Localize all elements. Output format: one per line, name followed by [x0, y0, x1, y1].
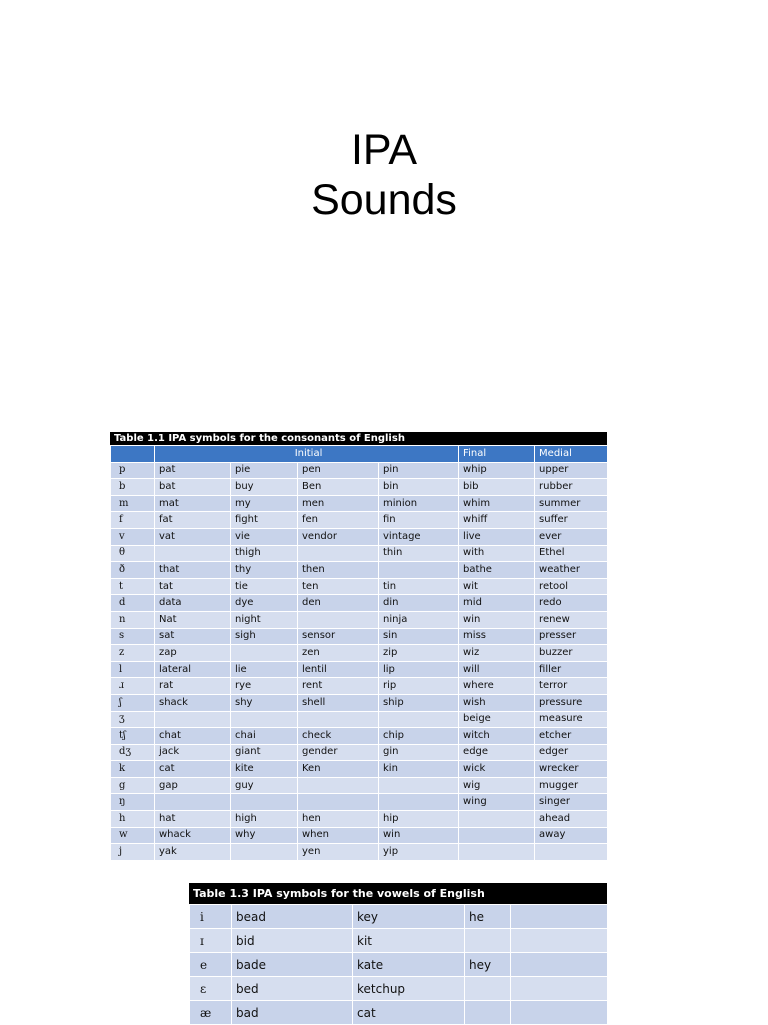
example-word: lateral [155, 661, 231, 678]
ipa-symbol: w [111, 827, 155, 844]
example-word: witch [459, 728, 535, 745]
consonants-header-row [111, 446, 608, 463]
example-word: ahead [535, 811, 608, 828]
table-row [111, 595, 608, 612]
example-word: jack [155, 744, 231, 761]
vowels-table-body [190, 905, 608, 1025]
example-word: kit [353, 929, 465, 953]
example-word: lentil [298, 661, 379, 678]
example-word: pen [298, 462, 379, 479]
slide-title-line-2: Sounds [311, 176, 457, 224]
ipa-symbol: l [111, 661, 155, 678]
example-word: fight [231, 512, 298, 529]
ipa-symbol: b [111, 479, 155, 496]
example-word: zap [155, 645, 231, 662]
table-row [111, 462, 608, 479]
ipa-symbol: i [190, 905, 232, 929]
example-word [511, 905, 608, 929]
ipa-symbol: dʒ [111, 744, 155, 761]
example-word: thigh [231, 545, 298, 562]
example-word: Nat [155, 611, 231, 628]
ipa-symbol: v [111, 528, 155, 545]
vowels-table [189, 883, 607, 1025]
example-word: cat [155, 761, 231, 778]
example-word: hat [155, 811, 231, 828]
example-word: suffer [535, 512, 608, 529]
table-row [111, 811, 608, 828]
table-row [111, 562, 608, 579]
header-final: Final [459, 446, 535, 463]
example-word: chat [155, 728, 231, 745]
example-word: hip [379, 811, 459, 828]
example-word: will [459, 661, 535, 678]
table-row [111, 678, 608, 695]
header-initial: Initial [155, 446, 459, 463]
example-word [231, 844, 298, 861]
example-word: dye [231, 595, 298, 612]
example-word: ketchup [353, 977, 465, 1001]
table-row [111, 794, 608, 811]
example-word: ever [535, 528, 608, 545]
ipa-symbol: ð [111, 562, 155, 579]
table-row [111, 844, 608, 861]
table-row [111, 728, 608, 745]
example-word: hey [465, 953, 511, 977]
table-row [111, 694, 608, 711]
example-word: redo [535, 595, 608, 612]
example-word: Ben [298, 479, 379, 496]
example-word: live [459, 528, 535, 545]
table-row [111, 495, 608, 512]
example-word: minion [379, 495, 459, 512]
example-word: he [465, 905, 511, 929]
example-word: singer [535, 794, 608, 811]
example-word: that [155, 562, 231, 579]
example-word: whim [459, 495, 535, 512]
example-word: bead [232, 905, 353, 929]
table-row [111, 777, 608, 794]
example-word: hen [298, 811, 379, 828]
example-word: bade [232, 953, 353, 977]
example-word: thy [231, 562, 298, 579]
header-medial: Medial [535, 446, 608, 463]
example-word: night [231, 611, 298, 628]
consonants-table [110, 432, 607, 861]
example-word: giant [231, 744, 298, 761]
example-word: shell [298, 694, 379, 711]
ipa-symbol: ɪ [190, 929, 232, 953]
ipa-symbol: p [111, 462, 155, 479]
example-word: pat [155, 462, 231, 479]
example-word: sat [155, 628, 231, 645]
table-row [111, 512, 608, 529]
ipa-symbol: n [111, 611, 155, 628]
example-word: sigh [231, 628, 298, 645]
table-row [190, 905, 608, 929]
example-word: whack [155, 827, 231, 844]
example-word [231, 794, 298, 811]
consonants-table-caption: Table 1.1 IPA symbols for the consonants of English [110, 432, 607, 445]
example-word: bat [155, 479, 231, 496]
example-word: ten [298, 578, 379, 595]
example-word: pie [231, 462, 298, 479]
example-word: key [353, 905, 465, 929]
ipa-symbol: h [111, 811, 155, 828]
example-word: vie [231, 528, 298, 545]
example-word: weather [535, 562, 608, 579]
example-word: men [298, 495, 379, 512]
example-word: tin [379, 578, 459, 595]
vowels-table-caption: Table 1.3 IPA symbols for the vowels of English [189, 883, 607, 904]
example-word: presser [535, 628, 608, 645]
ipa-symbol: e [190, 953, 232, 977]
example-word: ninja [379, 611, 459, 628]
ipa-symbol: j [111, 844, 155, 861]
example-word: miss [459, 628, 535, 645]
table-row [190, 1001, 608, 1025]
example-word: cat [353, 1001, 465, 1025]
example-word: wing [459, 794, 535, 811]
example-word [298, 545, 379, 562]
example-word: kate [353, 953, 465, 977]
example-word: rye [231, 678, 298, 695]
example-word: high [231, 811, 298, 828]
example-word: den [298, 595, 379, 612]
example-word: fat [155, 512, 231, 529]
example-word: renew [535, 611, 608, 628]
example-word: vat [155, 528, 231, 545]
table-row [190, 977, 608, 1001]
example-word: etcher [535, 728, 608, 745]
example-word [298, 794, 379, 811]
ipa-symbol: ʃ [111, 694, 155, 711]
example-word: tat [155, 578, 231, 595]
example-word [231, 711, 298, 728]
example-word: win [459, 611, 535, 628]
example-word: pressure [535, 694, 608, 711]
example-word: why [231, 827, 298, 844]
example-word: shack [155, 694, 231, 711]
example-word: lie [231, 661, 298, 678]
example-word [511, 929, 608, 953]
header-symbol [111, 446, 155, 463]
example-word: when [298, 827, 379, 844]
example-word: rubber [535, 479, 608, 496]
example-word [379, 562, 459, 579]
table-row [111, 528, 608, 545]
example-word [231, 645, 298, 662]
ipa-symbol: k [111, 761, 155, 778]
example-word: guy [231, 777, 298, 794]
example-word: mugger [535, 777, 608, 794]
example-word: bid [232, 929, 353, 953]
example-word: mat [155, 495, 231, 512]
example-word: yip [379, 844, 459, 861]
example-word: where [459, 678, 535, 695]
ipa-symbol: g [111, 777, 155, 794]
table-row [111, 661, 608, 678]
example-word: rip [379, 678, 459, 695]
example-word: edge [459, 744, 535, 761]
example-word: wit [459, 578, 535, 595]
example-word: zen [298, 645, 379, 662]
example-word: check [298, 728, 379, 745]
example-word: measure [535, 711, 608, 728]
example-word: bad [232, 1001, 353, 1025]
example-word: din [379, 595, 459, 612]
example-word: vintage [379, 528, 459, 545]
example-word: gin [379, 744, 459, 761]
example-word: sensor [298, 628, 379, 645]
example-word [511, 953, 608, 977]
example-word: terror [535, 678, 608, 695]
example-word: gender [298, 744, 379, 761]
ipa-symbol: m [111, 495, 155, 512]
table-row [111, 761, 608, 778]
example-word: thin [379, 545, 459, 562]
example-word: gap [155, 777, 231, 794]
example-word [155, 794, 231, 811]
ipa-symbol: ŋ [111, 794, 155, 811]
example-word: kin [379, 761, 459, 778]
table-row [111, 628, 608, 645]
ipa-symbol: t [111, 578, 155, 595]
example-word: bathe [459, 562, 535, 579]
example-word: wick [459, 761, 535, 778]
example-word [155, 545, 231, 562]
example-word [465, 1001, 511, 1025]
table-row [111, 744, 608, 761]
ipa-symbol: d [111, 595, 155, 612]
example-word [465, 977, 511, 1001]
example-word: Ken [298, 761, 379, 778]
example-word [298, 777, 379, 794]
example-word: bin [379, 479, 459, 496]
example-word: wiz [459, 645, 535, 662]
table-row [111, 827, 608, 844]
example-word: wig [459, 777, 535, 794]
ipa-symbol: z [111, 645, 155, 662]
example-word: mid [459, 595, 535, 612]
example-word: filler [535, 661, 608, 678]
example-word: upper [535, 462, 608, 479]
ipa-symbol: ɛ [190, 977, 232, 1001]
example-word: summer [535, 495, 608, 512]
example-word [535, 844, 608, 861]
ipa-symbol: æ [190, 1001, 232, 1025]
example-word: whip [459, 462, 535, 479]
example-word: win [379, 827, 459, 844]
example-word [379, 711, 459, 728]
example-word: tie [231, 578, 298, 595]
example-word [298, 711, 379, 728]
example-word: chai [231, 728, 298, 745]
example-word: my [231, 495, 298, 512]
example-word: buzzer [535, 645, 608, 662]
table-row [111, 578, 608, 595]
consonants-table-body [111, 462, 608, 860]
example-word: sin [379, 628, 459, 645]
example-word: rent [298, 678, 379, 695]
slide-title [0, 125, 768, 225]
example-word: yak [155, 844, 231, 861]
ipa-symbol: θ [111, 545, 155, 562]
example-word: data [155, 595, 231, 612]
example-word [459, 827, 535, 844]
example-word: buy [231, 479, 298, 496]
example-word [459, 811, 535, 828]
example-word: retool [535, 578, 608, 595]
example-word [465, 929, 511, 953]
table-row [111, 545, 608, 562]
table-row [190, 953, 608, 977]
example-word: bed [232, 977, 353, 1001]
example-word: whiff [459, 512, 535, 529]
example-word: then [298, 562, 379, 579]
example-word: lip [379, 661, 459, 678]
slide-title-line-1: IPA [350, 126, 418, 174]
table-row [111, 611, 608, 628]
example-word: with [459, 545, 535, 562]
example-word [511, 977, 608, 1001]
example-word: yen [298, 844, 379, 861]
example-word: rat [155, 678, 231, 695]
example-word [459, 844, 535, 861]
example-word: ship [379, 694, 459, 711]
example-word: zip [379, 645, 459, 662]
example-word: chip [379, 728, 459, 745]
example-word: pin [379, 462, 459, 479]
table-row [111, 645, 608, 662]
ipa-symbol: tʃ [111, 728, 155, 745]
example-word: bib [459, 479, 535, 496]
example-word [379, 794, 459, 811]
example-word: kite [231, 761, 298, 778]
ipa-symbol: f [111, 512, 155, 529]
example-word: away [535, 827, 608, 844]
example-word: beige [459, 711, 535, 728]
example-word: Ethel [535, 545, 608, 562]
example-word [155, 711, 231, 728]
example-word [511, 1001, 608, 1025]
example-word: edger [535, 744, 608, 761]
ipa-symbol: ɹ [111, 678, 155, 695]
ipa-symbol: s [111, 628, 155, 645]
example-word: fin [379, 512, 459, 529]
table-row [190, 929, 608, 953]
table-row [111, 711, 608, 728]
example-word: vendor [298, 528, 379, 545]
ipa-symbol: ʒ [111, 711, 155, 728]
example-word [379, 777, 459, 794]
example-word: shy [231, 694, 298, 711]
table-row [111, 479, 608, 496]
example-word: fen [298, 512, 379, 529]
example-word: wish [459, 694, 535, 711]
example-word: wrecker [535, 761, 608, 778]
example-word [298, 611, 379, 628]
